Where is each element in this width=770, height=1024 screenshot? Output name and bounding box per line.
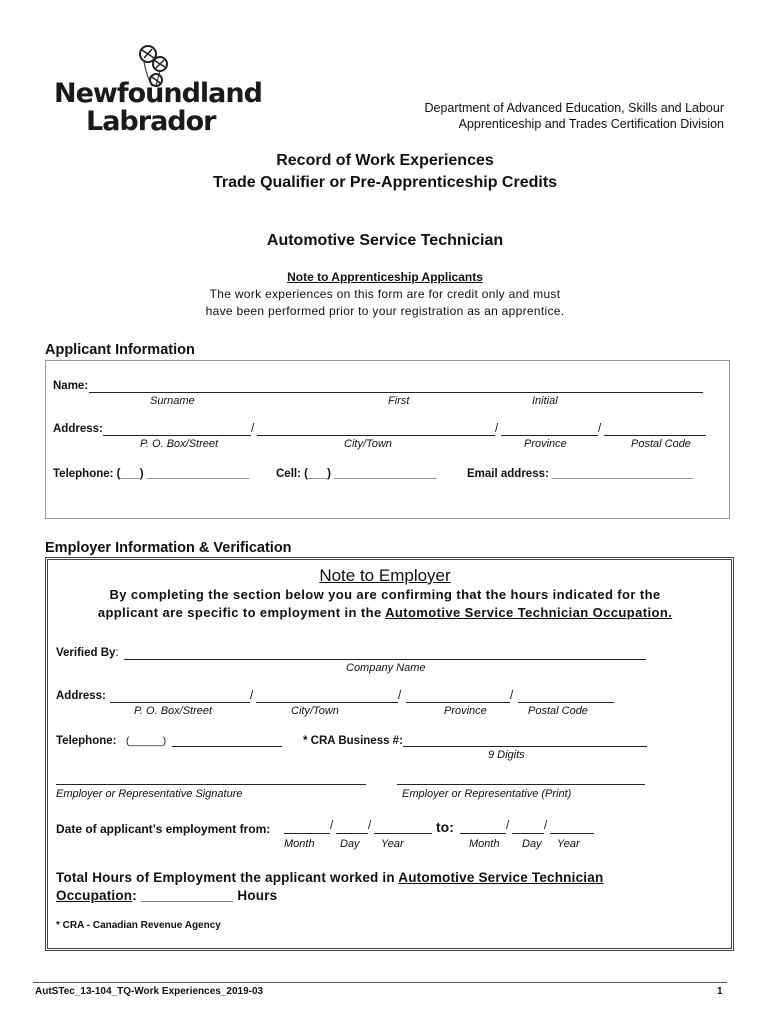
employer-heading: Employer Information & Verification [45, 540, 292, 556]
total-hours-field[interactable]: ____________ [140, 888, 234, 903]
print-name-caption: Employer or Representative (Print) [402, 788, 572, 800]
email-field[interactable]: Email address: ______________________ [467, 468, 693, 480]
initial-caption: Initial [532, 395, 558, 407]
nine-digits-caption: 9 Digits [488, 749, 525, 761]
employer-province-caption: Province [444, 705, 487, 717]
form-code: AutSTec_13-104_TQ-Work Experiences_2019-03 [35, 986, 264, 997]
first-caption: First [388, 395, 410, 407]
footer-divider [33, 982, 727, 983]
postal-caption: Postal Code [631, 438, 691, 450]
name-field[interactable] [89, 392, 703, 393]
page-number: 1 [717, 986, 723, 997]
to-day-caption: Day [522, 838, 542, 850]
date-label: Date of applicant’s employment from: [56, 822, 271, 836]
form-subtitle: Trade Qualifier or Pre-Apprenticeship Credits [212, 174, 558, 191]
from-slash-2: / [368, 820, 372, 832]
department-name: Department of Advanced Education, Skills and Labour [424, 101, 724, 115]
cra-footnote: * CRA - Canadian Revenue Agency [56, 920, 221, 931]
employer-telephone-paren: (______) [126, 736, 167, 747]
from-day-caption: Day [340, 838, 360, 850]
slash-1: / [251, 423, 255, 435]
employer-postal-field[interactable] [518, 702, 614, 703]
to-month-caption: Month [469, 838, 500, 850]
employer-province-field[interactable] [406, 702, 510, 703]
employer-slash-3: / [510, 690, 514, 702]
department-block [425, 100, 725, 132]
total-hours-text: Total Hours of Employment the applicant worked in [56, 870, 399, 885]
slash-2: / [495, 423, 499, 435]
logo-newfoundland: Newfoundland [54, 78, 262, 109]
total-hours-line-2 [56, 888, 277, 903]
employer-para-occupation: Automotive Service Technician Occupation. [385, 605, 673, 620]
from-day-field[interactable] [336, 833, 368, 834]
verified-colon: : [115, 647, 119, 659]
note-heading: Note to Apprenticeship Applicants [287, 270, 483, 284]
print-name-field[interactable] [397, 784, 645, 785]
surname-caption: Surname [150, 395, 195, 407]
to-slash-2: / [544, 820, 548, 832]
city-field[interactable] [257, 435, 495, 436]
signature-field[interactable] [56, 784, 366, 785]
cra-label: * CRA Business #: [303, 735, 403, 747]
division-name: Apprenticeship and Trades Certification Division [458, 117, 724, 131]
province-caption: Province [524, 438, 567, 450]
from-slash-1: / [330, 820, 334, 832]
employer-para-line-1: By completing the section below you are confirming that the hours indicated for the [109, 587, 661, 602]
total-hours-occupation-2: Occupation [56, 888, 133, 903]
note-line-2: have been performed prior to your registration as an apprentice. [205, 304, 565, 318]
employer-para-text: applicant are specific to employment in the [97, 605, 386, 620]
telephone-field[interactable]: Telephone: (___) ________________ [53, 468, 250, 480]
total-hours-line-1 [56, 870, 603, 885]
company-name-caption: Company Name [346, 662, 426, 674]
total-hours-occupation: Automotive Service Technician [398, 870, 604, 885]
postal-field[interactable] [604, 435, 706, 436]
employer-po-box-field[interactable] [110, 702, 250, 703]
verified-by-field[interactable] [124, 659, 646, 660]
trade-name: Automotive Service Technician [266, 232, 504, 249]
to-label: to: [436, 819, 454, 835]
employer-city-caption: City/Town [291, 705, 339, 717]
slash-3: / [598, 423, 602, 435]
hours-label: Hours [237, 888, 278, 903]
name-label: Name: [53, 380, 89, 392]
to-year-field[interactable] [550, 833, 594, 834]
applicant-heading: Applicant Information [45, 342, 195, 358]
to-day-field[interactable] [512, 833, 544, 834]
employer-para-line-2 [0, 605, 770, 620]
cra-business-field[interactable] [403, 746, 647, 747]
from-month-field[interactable] [284, 833, 330, 834]
from-year-field[interactable] [374, 833, 432, 834]
po-box-caption: P. O. Box/Street [140, 438, 219, 450]
to-slash-1: / [506, 820, 510, 832]
cell-field[interactable]: Cell: (___) ________________ [276, 468, 437, 480]
note-to-employer-heading: Note to Employer [319, 566, 451, 585]
form-title: Record of Work Experiences [276, 152, 494, 169]
province-field[interactable] [501, 435, 598, 436]
from-month-caption: Month [284, 838, 315, 850]
city-caption: City/Town [344, 438, 392, 450]
employer-address-label: Address: [56, 690, 106, 702]
address-label: Address: [53, 423, 103, 435]
employer-postal-caption: Postal Code [528, 705, 588, 717]
employer-telephone-label: Telephone: [56, 735, 117, 747]
po-box-field[interactable] [103, 435, 251, 436]
to-month-field[interactable] [460, 833, 506, 834]
total-hours-colon: : [132, 888, 137, 903]
logo-labrador: Labrador [86, 106, 216, 137]
newfoundland-labrador-logo [52, 44, 262, 137]
to-year-caption: Year [557, 838, 580, 850]
signature-caption: Employer or Representative Signature [56, 788, 243, 800]
employer-slash-1: / [250, 690, 254, 702]
employer-po-box-caption: P. O. Box/Street [134, 705, 213, 717]
verified-label [56, 647, 119, 659]
employer-city-field[interactable] [256, 702, 398, 703]
from-year-caption: Year [381, 838, 404, 850]
employer-telephone-field[interactable] [172, 746, 282, 747]
note-line-1: The work experiences on this form are for credit only and must [209, 287, 561, 301]
verified-by-text: Verified By [56, 647, 116, 659]
employer-slash-2: / [398, 690, 402, 702]
